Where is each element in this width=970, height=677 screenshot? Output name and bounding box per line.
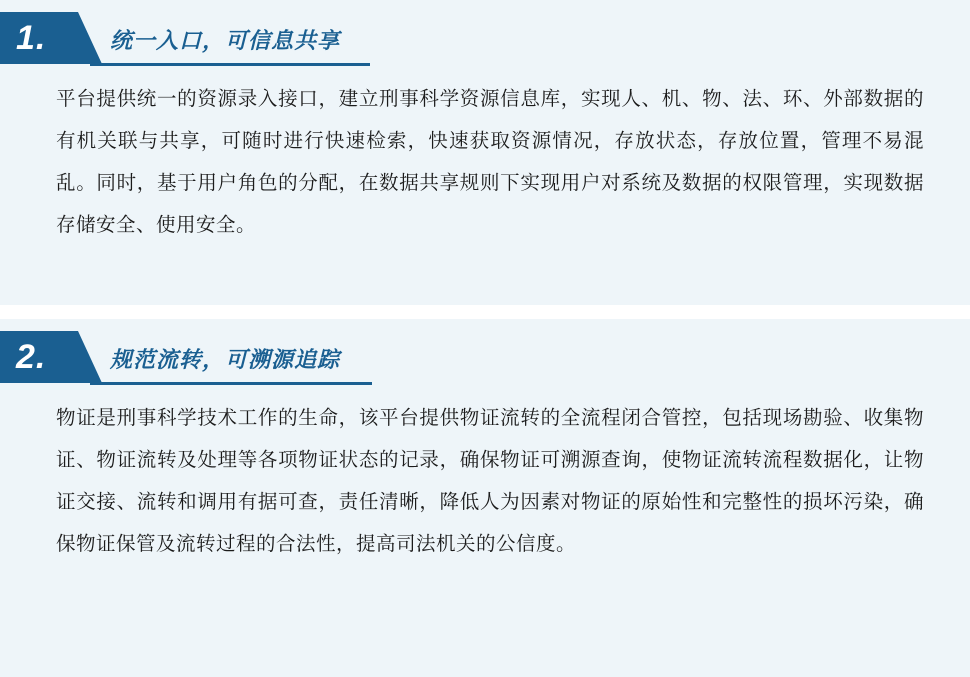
badge-slant-shape-2 (78, 331, 102, 383)
section-title-1: 统一入口，可信息共享 (110, 28, 341, 53)
badge-slant-shape-1 (78, 12, 102, 64)
section-number-badge-1: 1. (0, 12, 78, 64)
section-block-1 (0, 0, 970, 305)
section-body-1: 平台提供统一的资源录入接口，建立刑事科学资源信息库，实现人、机、物、法、环、外部数据的有机关联与共享，可随时进行快速检索，快速获取资源情况，存放状态，存放位置，管理不易混乱。同时，基于用户角色的分配，在数据共享规则下实现用户对系统及数据的权限管理，实现数据存储安全、使用安全。 (56, 88, 924, 236)
title-underline-2 (90, 382, 372, 385)
section-header-1 (0, 0, 970, 64)
section-number-badge-2: 2. (0, 331, 78, 383)
section-header-2 (0, 319, 970, 383)
section-block-2 (0, 319, 970, 677)
title-underline-1 (90, 63, 370, 66)
section-title-2: 规范流转，可溯源追踪 (110, 347, 341, 372)
section-body-2: 物证是刑事科学技术工作的生命，该平台提供物证流转的全流程闭合管控，包括现场勘验、收集物证、物证流转及处理等各项物证状态的记录，确保物证可溯源查询，使物证流转流程数据化，让物证交接、流转和调用有据可查，责任清晰，降低人为因素对物证的原始性和完整性的损坏污染，确保物证保管及流转过程的合法性，提高司法机关的公信度。 (56, 407, 924, 555)
